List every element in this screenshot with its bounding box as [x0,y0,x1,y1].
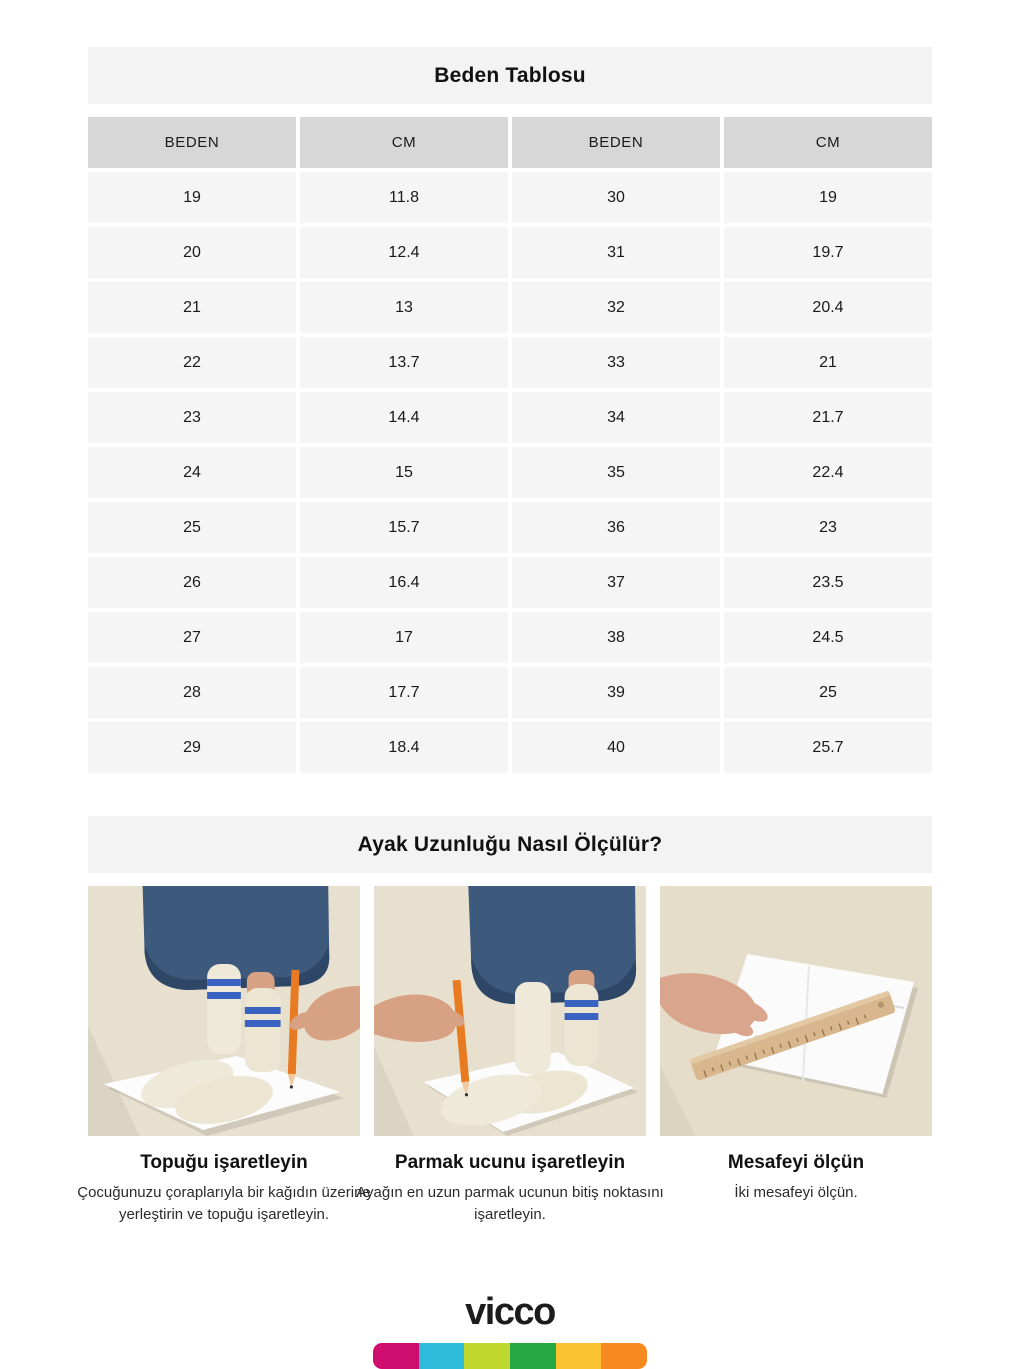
measure-section-title: Ayak Uzunluğu Nasıl Ölçülür? [357,832,663,856]
table-cell: 19 [88,172,296,223]
table-cell: 30 [512,172,720,223]
table-cell: 34 [512,392,720,443]
size-table [88,117,932,773]
table-cell: 37 [512,557,720,608]
table-cell: 33 [512,337,720,388]
measure-step-captions [77,1152,932,1226]
table-cell: 28 [88,667,296,718]
table-cell: 24 [88,447,296,498]
table-cell: 12.4 [300,227,508,278]
step-heading: Parmak ucunu işaretleyin [394,1152,626,1173]
table-cell: 23 [88,392,296,443]
step-caption-mark-toe [356,1152,664,1226]
step-heading: Mesafeyi ölçün [727,1152,865,1173]
column-header-cm-right: CM [724,117,932,168]
mark-heel-illustration [88,886,360,1136]
table-cell: 23.5 [724,557,932,608]
table-cell: 21 [88,282,296,333]
step-caption-mark-heel [77,1152,371,1226]
table-cell: 25.7 [724,722,932,773]
table-cell: 17 [300,612,508,663]
size-table-title: Beden Tablosu [434,63,586,87]
measure-section-title-banner [88,816,932,873]
brand-bar-segment-lime [464,1343,510,1369]
brand-logo: vicco [465,1291,555,1333]
measure-distance-illustration [660,886,932,1136]
table-cell: 22.4 [724,447,932,498]
table-cell: 35 [512,447,720,498]
jeans [468,886,636,1004]
table-cell: 20.4 [724,282,932,333]
table-cell: 39 [512,667,720,718]
mark-toe-illustration [374,886,646,1136]
table-cell: 19 [724,172,932,223]
measure-step-photos [88,886,932,1136]
table-cell: 14.4 [300,392,508,443]
table-cell: 24.5 [724,612,932,663]
column-header-beden-right: BEDEN [512,117,720,168]
step-description: Çocuğunuzu çoraplarıyla bir kağıdın üzerine yerleştirin ve topuğu işaretleyin. [77,1184,371,1223]
table-cell: 27 [88,612,296,663]
table-cell: 11.8 [300,172,508,223]
table-cell: 32 [512,282,720,333]
brand-bar-segment-orange [601,1343,647,1369]
table-cell: 15 [300,447,508,498]
table-cell: 38 [512,612,720,663]
table-cell: 15.7 [300,502,508,553]
brand-bar-segment-yellow [556,1343,602,1369]
measure-distance-photo [660,886,932,1136]
table-cell: 36 [512,502,720,553]
table-cell: 29 [88,722,296,773]
table-cell: 25 [724,667,932,718]
table-cell: 23 [724,502,932,553]
mark-toe-photo [374,886,646,1136]
table-cell: 25 [88,502,296,553]
table-cell: 16.4 [300,557,508,608]
step-heading: Topuğu işaretleyin [140,1152,308,1173]
table-cell: 18.4 [300,722,508,773]
column-header-cm-left: CM [300,117,508,168]
column-header-beden-left: BEDEN [88,117,296,168]
step-caption-measure-distance [660,1152,932,1226]
mark-heel-photo [88,886,360,1136]
table-cell: 21.7 [724,392,932,443]
table-cell: 13.7 [300,337,508,388]
step-description: Ayağın en uzun parmak ucunun bitiş noktasını işaretleyin. [356,1184,664,1223]
brand-bar-segment-green [510,1343,556,1369]
table-cell: 40 [512,722,720,773]
brand-footer [373,1293,647,1360]
table-cell: 31 [512,227,720,278]
brand-color-bar [373,1343,647,1369]
table-cell: 13 [300,282,508,333]
table-cell: 19.7 [724,227,932,278]
page-content [77,0,932,1226]
table-cell: 22 [88,337,296,388]
brand-bar-segment-cyan [419,1343,465,1369]
table-cell: 20 [88,227,296,278]
table-cell: 17.7 [300,667,508,718]
table-cell: 21 [724,337,932,388]
table-cell: 26 [88,557,296,608]
brand-bar-segment-magenta [373,1343,419,1369]
step-description: İki mesafeyi ölçün. [734,1184,858,1201]
size-table-title-banner [88,47,932,104]
